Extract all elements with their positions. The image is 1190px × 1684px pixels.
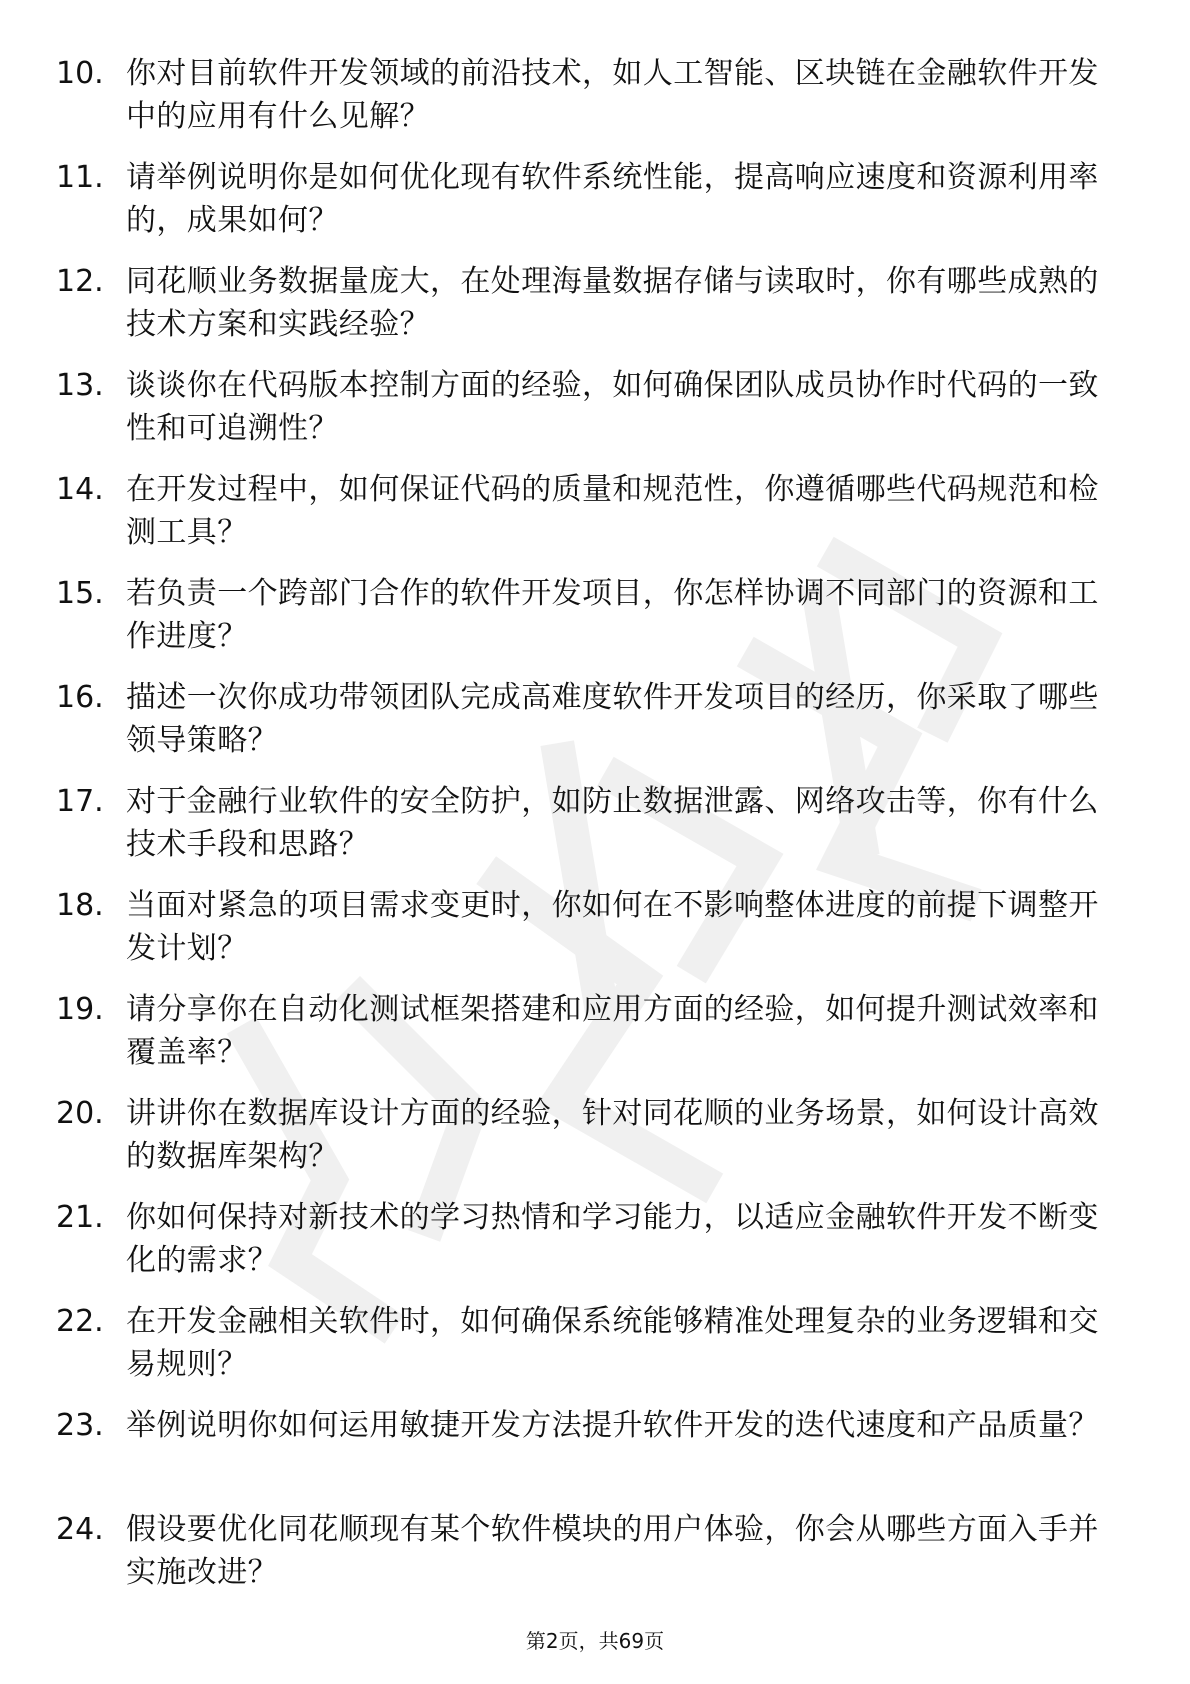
list-item	[56, 468, 1106, 572]
question-number: 19.	[56, 992, 104, 1027]
list-item	[56, 1508, 1106, 1612]
question-list	[56, 52, 1106, 1612]
question-number: 13.	[56, 368, 104, 403]
question-number: 21.	[56, 1200, 104, 1235]
list-item	[56, 52, 1106, 156]
list-item	[56, 676, 1106, 780]
page-number-footer: 第2页，共69页	[525, 1629, 665, 1653]
question-text: 举例说明你如何运用敏捷开发方法提升软件开发的迭代速度和产品质量？	[126, 1408, 1099, 1443]
question-text: 请举例说明你是如何优化现有软件系统性能，提高响应速度和资源利用率的，成果如何？	[126, 160, 1099, 238]
question-text: 当面对紧急的项目需求变更时，你如何在不影响整体进度的前提下调整开发计划？	[126, 888, 1099, 966]
list-item	[56, 364, 1106, 468]
question-text: 同花顺业务数据量庞大，在处理海量数据存储与读取时，你有哪些成熟的技术方案和实践经验？	[126, 264, 1099, 342]
question-text: 在开发过程中，如何保证代码的质量和规范性，你遵循哪些代码规范和检测工具？	[126, 472, 1099, 550]
question-text: 讲讲你在数据库设计方面的经验，针对同花顺的业务场景，如何设计高效的数据库架构？	[126, 1096, 1099, 1174]
question-number: 20.	[56, 1096, 104, 1131]
question-number: 14.	[56, 472, 104, 507]
question-text: 对于金融行业软件的安全防护，如防止数据泄露、网络攻击等，你有什么技术手段和思路？	[126, 784, 1099, 862]
question-number: 23.	[56, 1408, 104, 1443]
question-number: 10.	[56, 56, 104, 91]
list-item	[56, 884, 1106, 988]
question-number: 18.	[56, 888, 104, 923]
question-text: 描述一次你成功带领团队完成高难度软件开发项目的经历，你采取了哪些领导策略？	[126, 680, 1099, 758]
question-number: 24.	[56, 1512, 104, 1547]
question-text: 你如何保持对新技术的学习热情和学习能力，以适应金融软件开发不断变化的需求？	[126, 1200, 1099, 1278]
list-item	[56, 988, 1106, 1092]
list-item	[56, 1092, 1106, 1196]
list-item	[56, 780, 1106, 884]
question-number: 16.	[56, 680, 104, 715]
question-text: 你对目前软件开发领域的前沿技术，如人工智能、区块链在金融软件开发中的应用有什么见解？	[126, 56, 1099, 134]
question-number: 12.	[56, 264, 104, 299]
question-number: 22.	[56, 1304, 104, 1339]
question-text: 谈谈你在代码版本控制方面的经验，如何确保团队成员协作时代码的一致性和可追溯性？	[126, 368, 1099, 446]
list-item	[56, 572, 1106, 676]
question-text: 在开发金融相关软件时，如何确保系统能够精准处理复杂的业务逻辑和交易规则？	[126, 1304, 1099, 1382]
question-number: 15.	[56, 576, 104, 611]
question-number: 11.	[56, 160, 104, 195]
question-number: 17.	[56, 784, 104, 819]
list-item	[56, 1300, 1106, 1404]
list-item	[56, 156, 1106, 260]
list-item	[56, 1196, 1106, 1300]
list-item	[56, 1404, 1106, 1508]
question-text: 若负责一个跨部门合作的软件开发项目，你怎样协调不同部门的资源和工作进度？	[126, 576, 1099, 654]
list-item	[56, 260, 1106, 364]
question-text: 请分享你在自动化测试框架搭建和应用方面的经验，如何提升测试效率和覆盖率？	[126, 992, 1099, 1070]
question-text: 假设要优化同花顺现有某个软件模块的用户体验，你会从哪些方面入手并实施改进？	[126, 1512, 1099, 1590]
